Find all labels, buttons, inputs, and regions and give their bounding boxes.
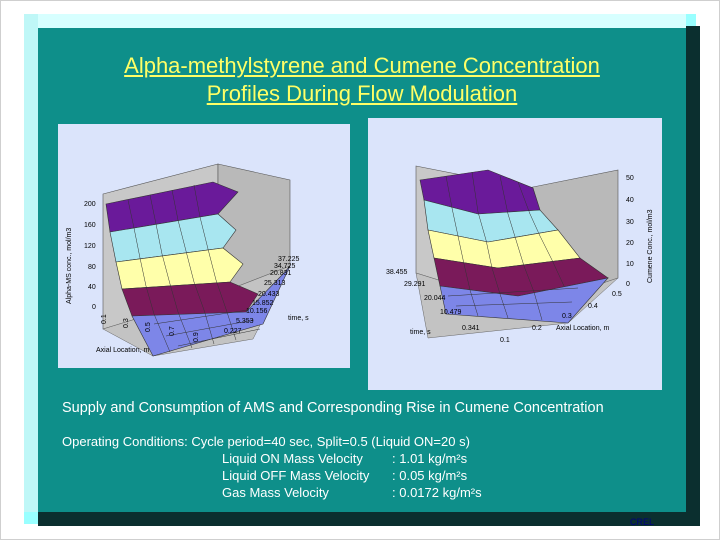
- ams-z-label: Alpha-MS conc., mol/m3: [66, 227, 73, 304]
- ams-axial-tick: 0.7: [169, 326, 176, 336]
- cumene-time-tick: 20.044: [424, 295, 446, 302]
- ams-time-tick: 34.725: [274, 263, 296, 270]
- cumene-time-tick: 29.291: [404, 281, 426, 288]
- ams-surface-plot: [58, 124, 350, 368]
- title-line-1: Alpha-methylstyrene and Cumene Concentration: [124, 53, 600, 78]
- ams-axial-tick: 0.9: [193, 332, 200, 342]
- cumene-axial-tick: 0.2: [532, 325, 542, 332]
- cumene-time-tick: 38.455: [386, 269, 408, 276]
- condition-label: Gas Mass Velocity: [222, 485, 329, 500]
- cumene-surface-svg: [368, 118, 662, 390]
- ams-time-tick: 5.353: [236, 318, 254, 325]
- ams-time-tick: 10.156: [246, 308, 268, 315]
- cumene-axial-label: Axial Location, m: [556, 325, 610, 332]
- ams-surface-svg: [58, 124, 350, 368]
- cumene-z-tick: 50: [626, 175, 634, 182]
- cumene-time-tick: 10.479: [440, 309, 462, 316]
- shadow-right: [686, 26, 700, 524]
- cumene-z-tick: 0: [626, 281, 630, 288]
- cumene-z-tick: 30: [626, 219, 634, 226]
- cumene-z-tick: 20: [626, 240, 634, 247]
- ams-axial-label: Axial Location, m: [96, 347, 150, 354]
- ams-axial-tick: 0.1: [101, 314, 108, 324]
- bevel-left: [24, 14, 38, 512]
- shadow-bottom: [38, 512, 700, 526]
- ams-z-tick: 160: [84, 222, 96, 229]
- cumene-surface-plot: [368, 118, 662, 390]
- cumene-z-tick: 40: [626, 197, 634, 204]
- ams-axial-tick: 0.5: [145, 322, 152, 332]
- ams-time-tick: 20.831: [270, 270, 292, 277]
- ams-time-tick: 25.313: [264, 280, 286, 287]
- ams-z-tick: 120: [84, 243, 96, 250]
- ams-time-tick: 0.227: [224, 328, 242, 335]
- cumene-axial-tick: 0.3: [562, 313, 572, 320]
- ams-z-tick: 200: [84, 201, 96, 208]
- ams-z-tick: 0: [92, 304, 96, 311]
- cumene-time-tick: 0.341: [462, 325, 480, 332]
- condition-value: : 0.05 kg/m²s: [392, 468, 468, 483]
- operating-conditions-line: Operating Conditions: Cycle period=40 sec, Split=0.5 (Liquid ON=20 s): [62, 434, 470, 449]
- cumene-z-tick: 10: [626, 261, 634, 268]
- cumene-z-label: Cumene Conc., mol/m3: [647, 209, 654, 283]
- condition-value: : 1.01 kg/m²s: [392, 451, 468, 466]
- cumene-axial-tick: 0.5: [612, 291, 622, 298]
- ams-z-tick: 80: [88, 264, 96, 271]
- cumene-axial-tick: 0.1: [500, 337, 510, 344]
- cumene-time-label: time, s: [410, 329, 431, 336]
- ams-z-tick: 40: [88, 284, 96, 291]
- slide-title: [38, 52, 686, 108]
- ams-axial-tick: 0.3: [123, 318, 130, 328]
- ams-time-tick: 15.852: [252, 300, 274, 307]
- figure-caption: Supply and Consumption of AMS and Corresponding Rise in Cumene Concentration: [62, 400, 604, 416]
- condition-label: Liquid OFF Mass Velocity: [222, 468, 370, 483]
- ams-time-tick: 37.225: [278, 256, 300, 263]
- bevel-top: [24, 14, 686, 28]
- ams-time-tick: 20.433: [258, 291, 280, 298]
- condition-value: : 0.0172 kg/m²s: [392, 485, 482, 500]
- cumene-axial-tick: 0.4: [588, 303, 598, 310]
- condition-label: Liquid ON Mass Velocity: [222, 451, 363, 466]
- title-line-2: Profiles During Flow Modulation: [206, 81, 518, 106]
- crel-footer: CREL: [630, 517, 655, 527]
- ams-time-label: time, s: [288, 315, 309, 322]
